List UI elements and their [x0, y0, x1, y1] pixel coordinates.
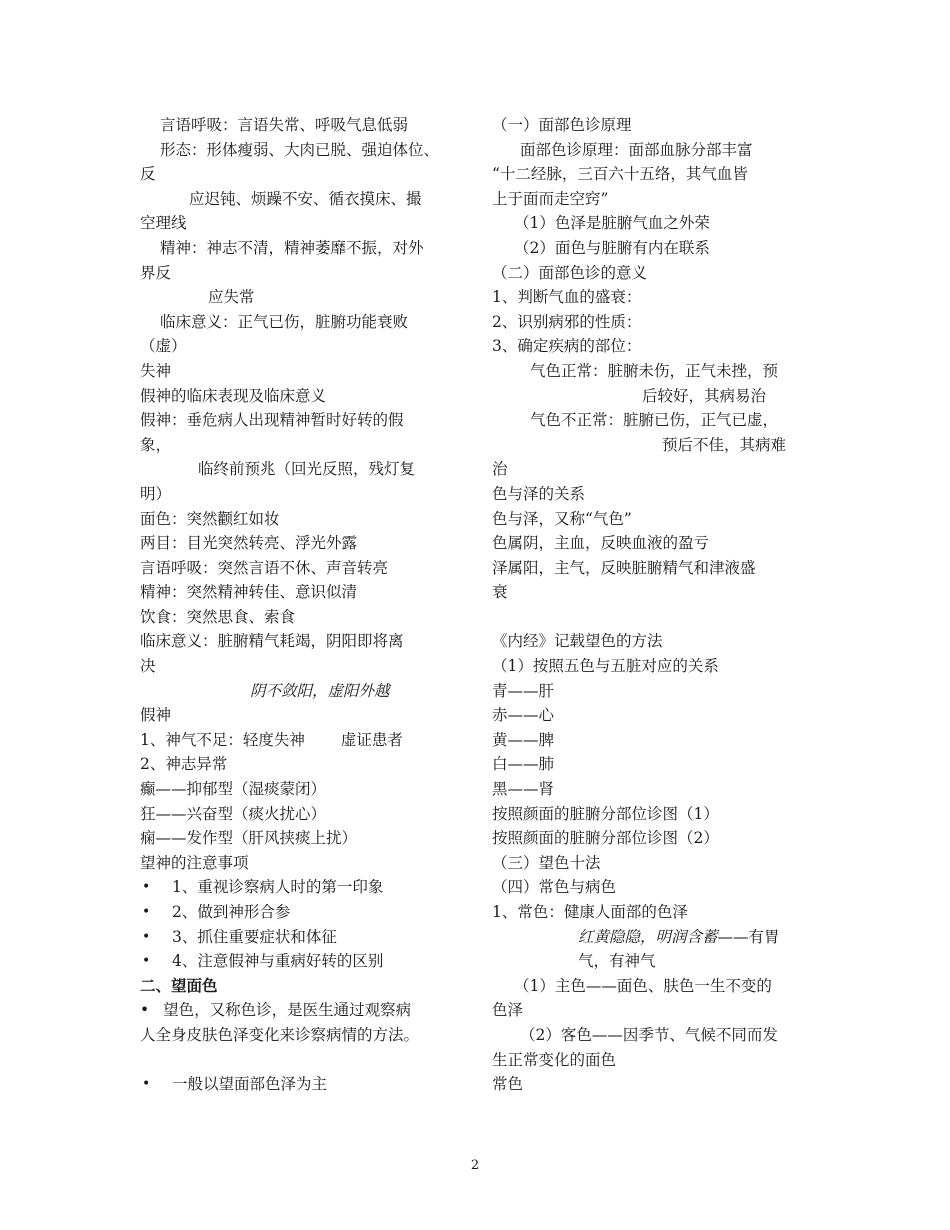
text-line: 形态：形体瘦弱、大肉已脱、强迫体位、: [160, 140, 440, 159]
text-line: [140, 728, 462, 753]
text-line: （虚）: [140, 337, 187, 356]
text-line: 决: [140, 657, 156, 676]
text-line: 2、识别病邪的性质：: [492, 312, 642, 331]
text-line: 明）: [140, 484, 172, 503]
text-line: 望神的注意事项: [140, 853, 249, 872]
text-line: （四）常色与病色: [492, 878, 617, 897]
text-line: “十二经脉，三百六十五络，其气血皆: [492, 165, 748, 184]
italic-note: 红黄隐隐，明润含蓄: [578, 927, 718, 946]
text-line: 临床意义：正气已伤，脏腑功能衰败: [160, 312, 409, 331]
text-line: （2）面色与脏腑有内在联系: [514, 238, 710, 257]
text-line: [492, 925, 814, 950]
text-line: 面色：突然颧红如妆: [140, 509, 280, 528]
text-line: 人全身皮肤色泽变化来诊察病情的方法。: [140, 1025, 420, 1044]
text-line: 赤——心: [492, 706, 555, 725]
list-item: [140, 1072, 462, 1097]
text-line: 生正常变化的面色: [492, 1050, 617, 1069]
text-line: 应失常: [208, 288, 255, 307]
text-line: 色属阴，主血，反映血液的盈亏: [492, 534, 710, 553]
list-item-text: 一般以望面部色泽为主: [172, 1075, 328, 1094]
italic-note: 阴不敛阳，虚阳外越: [250, 681, 390, 700]
text-line: （三）望色十法: [492, 853, 601, 872]
text-line: 泽属阳，主气，反映脏腑精气和津液盛: [492, 558, 756, 577]
section-heading: 二、望面色: [140, 975, 218, 995]
text-line: 应迟钝、烦躁不安、循衣摸床、撮: [189, 189, 422, 208]
text-line: 常色: [492, 1075, 524, 1094]
text-line: （一）面部色诊原理: [492, 116, 632, 134]
bullet-icon: •: [142, 879, 151, 896]
text-line: 言语呼吸：言语失常、呼吸气息低弱: [160, 116, 409, 134]
text-line: 失神: [140, 361, 172, 380]
text-line: 狂——兴奋型（痰火扰心）: [140, 804, 327, 823]
text-line: 后较好，其病易治: [642, 386, 767, 405]
text-line: 色与泽，又称“气色”: [492, 509, 632, 528]
list-item-text: 1、重视诊察病人时的第一印象: [172, 878, 384, 897]
text-line: 界反: [140, 263, 172, 282]
list-item: [140, 949, 462, 974]
text-line: 假神: [140, 706, 172, 725]
text-line: 反: [140, 165, 156, 184]
list-item-text: 3、抓住重要症状和体征: [172, 927, 337, 946]
text-line: 青——肝: [492, 681, 555, 700]
text-line: 《内经》记载望色的方法: [492, 632, 663, 651]
text-line: 1、常色：健康人面部的色泽: [492, 903, 688, 921]
bullet-icon: •: [142, 953, 151, 970]
text-line: 2、神志异常: [140, 755, 228, 774]
text-line: 黄——脾: [492, 730, 555, 749]
text-segment: 1、神气不足：轻度失神: [140, 730, 305, 749]
bullet-icon: •: [142, 1076, 151, 1093]
text-line: 1、判断气血的盛衰：: [492, 288, 642, 307]
text-line: 假神：垂危病人出现精神暂时好转的假: [140, 411, 404, 430]
text-line: 气，有神气: [578, 952, 656, 971]
bullet-icon: •: [142, 904, 151, 920]
bullet-icon: •: [142, 928, 151, 945]
list-item-text: 2、做到神形合参: [172, 903, 291, 921]
text-segment: 虚证患者: [340, 730, 403, 749]
text-line: 白——肺: [492, 755, 555, 774]
page-number: 2: [470, 1158, 480, 1173]
text-line: 临终前预兆（回光反照，残灯复: [198, 460, 416, 479]
text-line: 言语呼吸：突然言语不休、声音转亮: [140, 558, 389, 577]
list-item: [140, 925, 462, 950]
text-line: 临床意义：脏腑精气耗竭，阴阳即将离: [140, 632, 404, 651]
text-line: 色与泽的关系: [492, 484, 586, 503]
right-column: [492, 113, 814, 1097]
text-line: 色泽: [492, 1001, 524, 1020]
text-line: （2）客色——因季节、气候不同而发: [520, 1025, 778, 1044]
text-line: 黑——肾: [492, 780, 555, 799]
text-line: 精神：突然精神转佳、意识似清: [140, 583, 358, 602]
left-column: [140, 113, 462, 1097]
text-line: （1）色泽是脏腑气血之外荣: [514, 214, 710, 233]
bullet-icon: •: [140, 1001, 150, 1020]
list-item-text: 望色，又称色诊，是医生通过观察病: [163, 1001, 412, 1020]
text-line: 按照颜面的脏腑分部位诊图（2）: [492, 829, 719, 848]
text-line: 面部色诊原理：面部血脉分部丰富: [520, 140, 753, 159]
text-segment: ——有胃: [717, 927, 780, 946]
list-item: [140, 998, 462, 1023]
text-line: 衰: [492, 583, 508, 602]
text-line: 痫——发作型（肝风挟痰上扰）: [140, 829, 358, 848]
text-line: 按照颜面的脏腑分部位诊图（1）: [492, 804, 719, 823]
text-line: 癫——抑郁型（湿痰蒙闭）: [140, 780, 327, 799]
list-item: [140, 875, 462, 900]
text-line: 气色不正常：脏腑已伤，正气已虚，: [530, 411, 779, 430]
text-line: 假神的临床表现及临床意义: [140, 386, 327, 405]
list-item-text: 4、注意假神与重病好转的区别: [172, 952, 384, 971]
text-line: 两目：目光突然转亮、浮光外露: [140, 534, 358, 553]
text-line: 治: [492, 460, 508, 479]
text-line: 预后不佳，其病难: [662, 435, 787, 454]
text-line: 精神：神志不清，精神萎靡不振，对外: [160, 238, 424, 257]
text-line: （1）主色——面色、肤色一生不变的: [514, 976, 772, 995]
text-line: 3、确定疾病的部位：: [492, 337, 642, 356]
text-line: 气色正常：脏腑未伤，正气未挫，预: [530, 361, 779, 380]
list-item: [140, 900, 462, 925]
text-line: （1）按照五色与五脏对应的关系: [492, 657, 719, 676]
text-line: 饮食：突然思食、索食: [140, 607, 296, 626]
text-line: 象，: [140, 435, 172, 454]
text-line: （二）面部色诊的意义: [492, 263, 648, 282]
text-line: 上于面而走空窍”: [492, 189, 609, 208]
text-line: 空理线: [140, 214, 187, 233]
